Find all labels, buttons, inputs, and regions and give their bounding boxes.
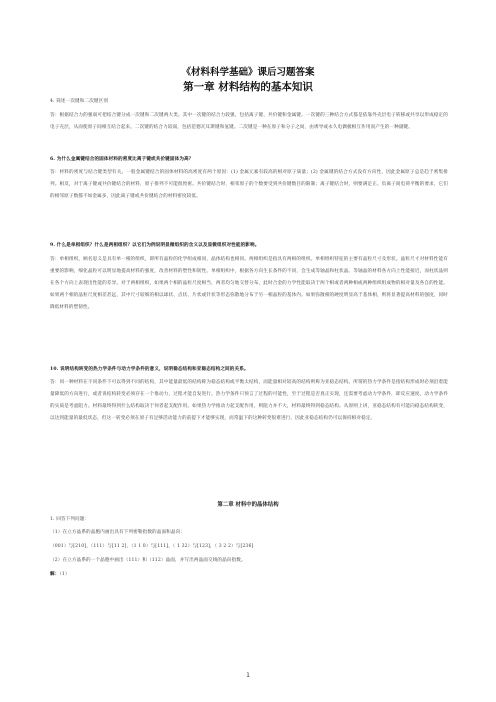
question-1-miller-list: （001）与[210]，（111）与[11 2]，（1 1 0）与[111]，（ 1 32）与[123]，（ 3 2 2）与[236] — [50, 544, 254, 549]
question-1-part-2: （2）在立方晶系的一个晶胞中画出（111）和（112）晶面，并写出两晶面交线的晶向指数。 — [50, 558, 246, 563]
answer-9: 答：单相组织，顾名思义是具有单一相的组织，即所有晶粒的化学组成相同，晶体结构也相同。两相组织是指具有两相的组织。单相组织特征的主要有晶粒尺寸及形状。晶粒尺寸对材料性能有重要的影响，细化晶粒可以明显地提高材料的强度，改善材料的塑性和韧性。单相组织中，根据各方向生长条件的不同，会生成等轴晶和柱状晶。等轴晶的材料各方向上性能接近，而柱状晶则在各个方向上表现出性能的差异。对于两相组织，如果两个相的晶粒尺度相当，两者均匀地交替分布，此时合金的力学性能取决于两个相或者两种相或两种组织组成物的相对量及各自的性能。如果两个相的晶粒尺度相差甚远，其中尺寸较细的相以球状、点状、片状或针状等形态弥散地分布于另一相晶粒的基体内。如果弥散相的硬度明显高于基体相，则将显著提高材料的强度，同时降低材料的塑韧性。 — [50, 257, 448, 310]
question-6: 6. 为什么金属键结合的固体材料的密度比离子键或共价键固体为高？ — [50, 157, 194, 162]
question-9: 9. 什么是单相组织？什么是两相组织？以它们为例说明显微组织的含义以及显微组织对性能的影响。 — [50, 243, 260, 248]
page-number: 1 — [246, 672, 250, 679]
answer-6: 答：材料的密度与结合键类型有关。一般金属键结合的固体材料的高密度有两个原因：(1) 金属元素有较高的相对原子质量；(2) 金属键的结合方式没有方向性，因此金属原子总是趋于密集排列。相反，对于离子键或共价键结合的材料，原子排列不可能很致密。共价键结合时，相邻原子的个数要受到共价键数目的限制；离子键结合时，则要满足正、负离子间电荷平衡的要求，它们的相邻原子数都不如金属多，因此离子键或共价键结合的材料密度较低。 — [50, 170, 448, 199]
question-1-part-1: （1）在立方晶系的晶胞内画出具有下列密勒指数的晶面和晶向： — [50, 530, 186, 535]
chapter-title: 第一章 材料结构的基本知识 — [183, 81, 313, 93]
answer-part: （1） — [59, 572, 70, 577]
answer-10: 答：同一种材料在不同条件下可以得到不同的结构，其中能量最低的结构称为稳态结构或平衡太结构，而能量相对较高的结构则称为亚稳态结构。所谓的热力学条件是指结构形成时必须沿着能量降低的方向进行，或者说结构转变必须存在一个推动力，过程才能自发进行。热力学条件只预言了过程的可能性，至于过程是否真正实现，还需要考虑动力学条件，即反应速度。动力学条件的实质是考虑阻力。材料最终得到什么结构取决于何者起支配作用。如果热力学推动力起支配作用，则阻力并不大，材料最终得到稳态结构。从原则上讲，亚稳态结构有可能向稳态结构转变，以达到能量的最低状态，但这一转变必须在原子有足够活动能力的前提下才能够实现，而常温下的这种转变很难进行，因此亚稳态结构仍可以保持相对稳定。 — [50, 380, 448, 421]
answer-line — [50, 569, 448, 581]
answer-4: 答：根据结合力的强弱可把结合键分成一次键和二次键两大类。其中一次键的结合力较强，包括离子键、共价键和金属键。一次键的三种结合方式都是依靠外壳层电子转移或共享以形成稳定的电子壳层，从而使原子间相互结合起来。二次键的结合力较弱，包括范德瓦耳斯键和氢键。二次键是一种在原子和分子之间，由诱导或永久电偶极相互作用而产生的一种副键。 — [50, 113, 448, 130]
answer-label: 解： — [50, 572, 60, 577]
chapter-2-title: 第二章 材料中的晶体结构 — [217, 502, 279, 508]
question-10: 10. 说明结构转变的热力学条件与动力学条件的意义，说明稳态结构和亚稳态结构之间的关系。 — [50, 367, 249, 372]
question-1: 1. 回答下列问题： — [50, 517, 90, 522]
document-title: 《材料科学基础》课后习题答案 — [181, 67, 315, 78]
question-4: 4. 简述一次键和二次键区别 — [50, 99, 109, 104]
